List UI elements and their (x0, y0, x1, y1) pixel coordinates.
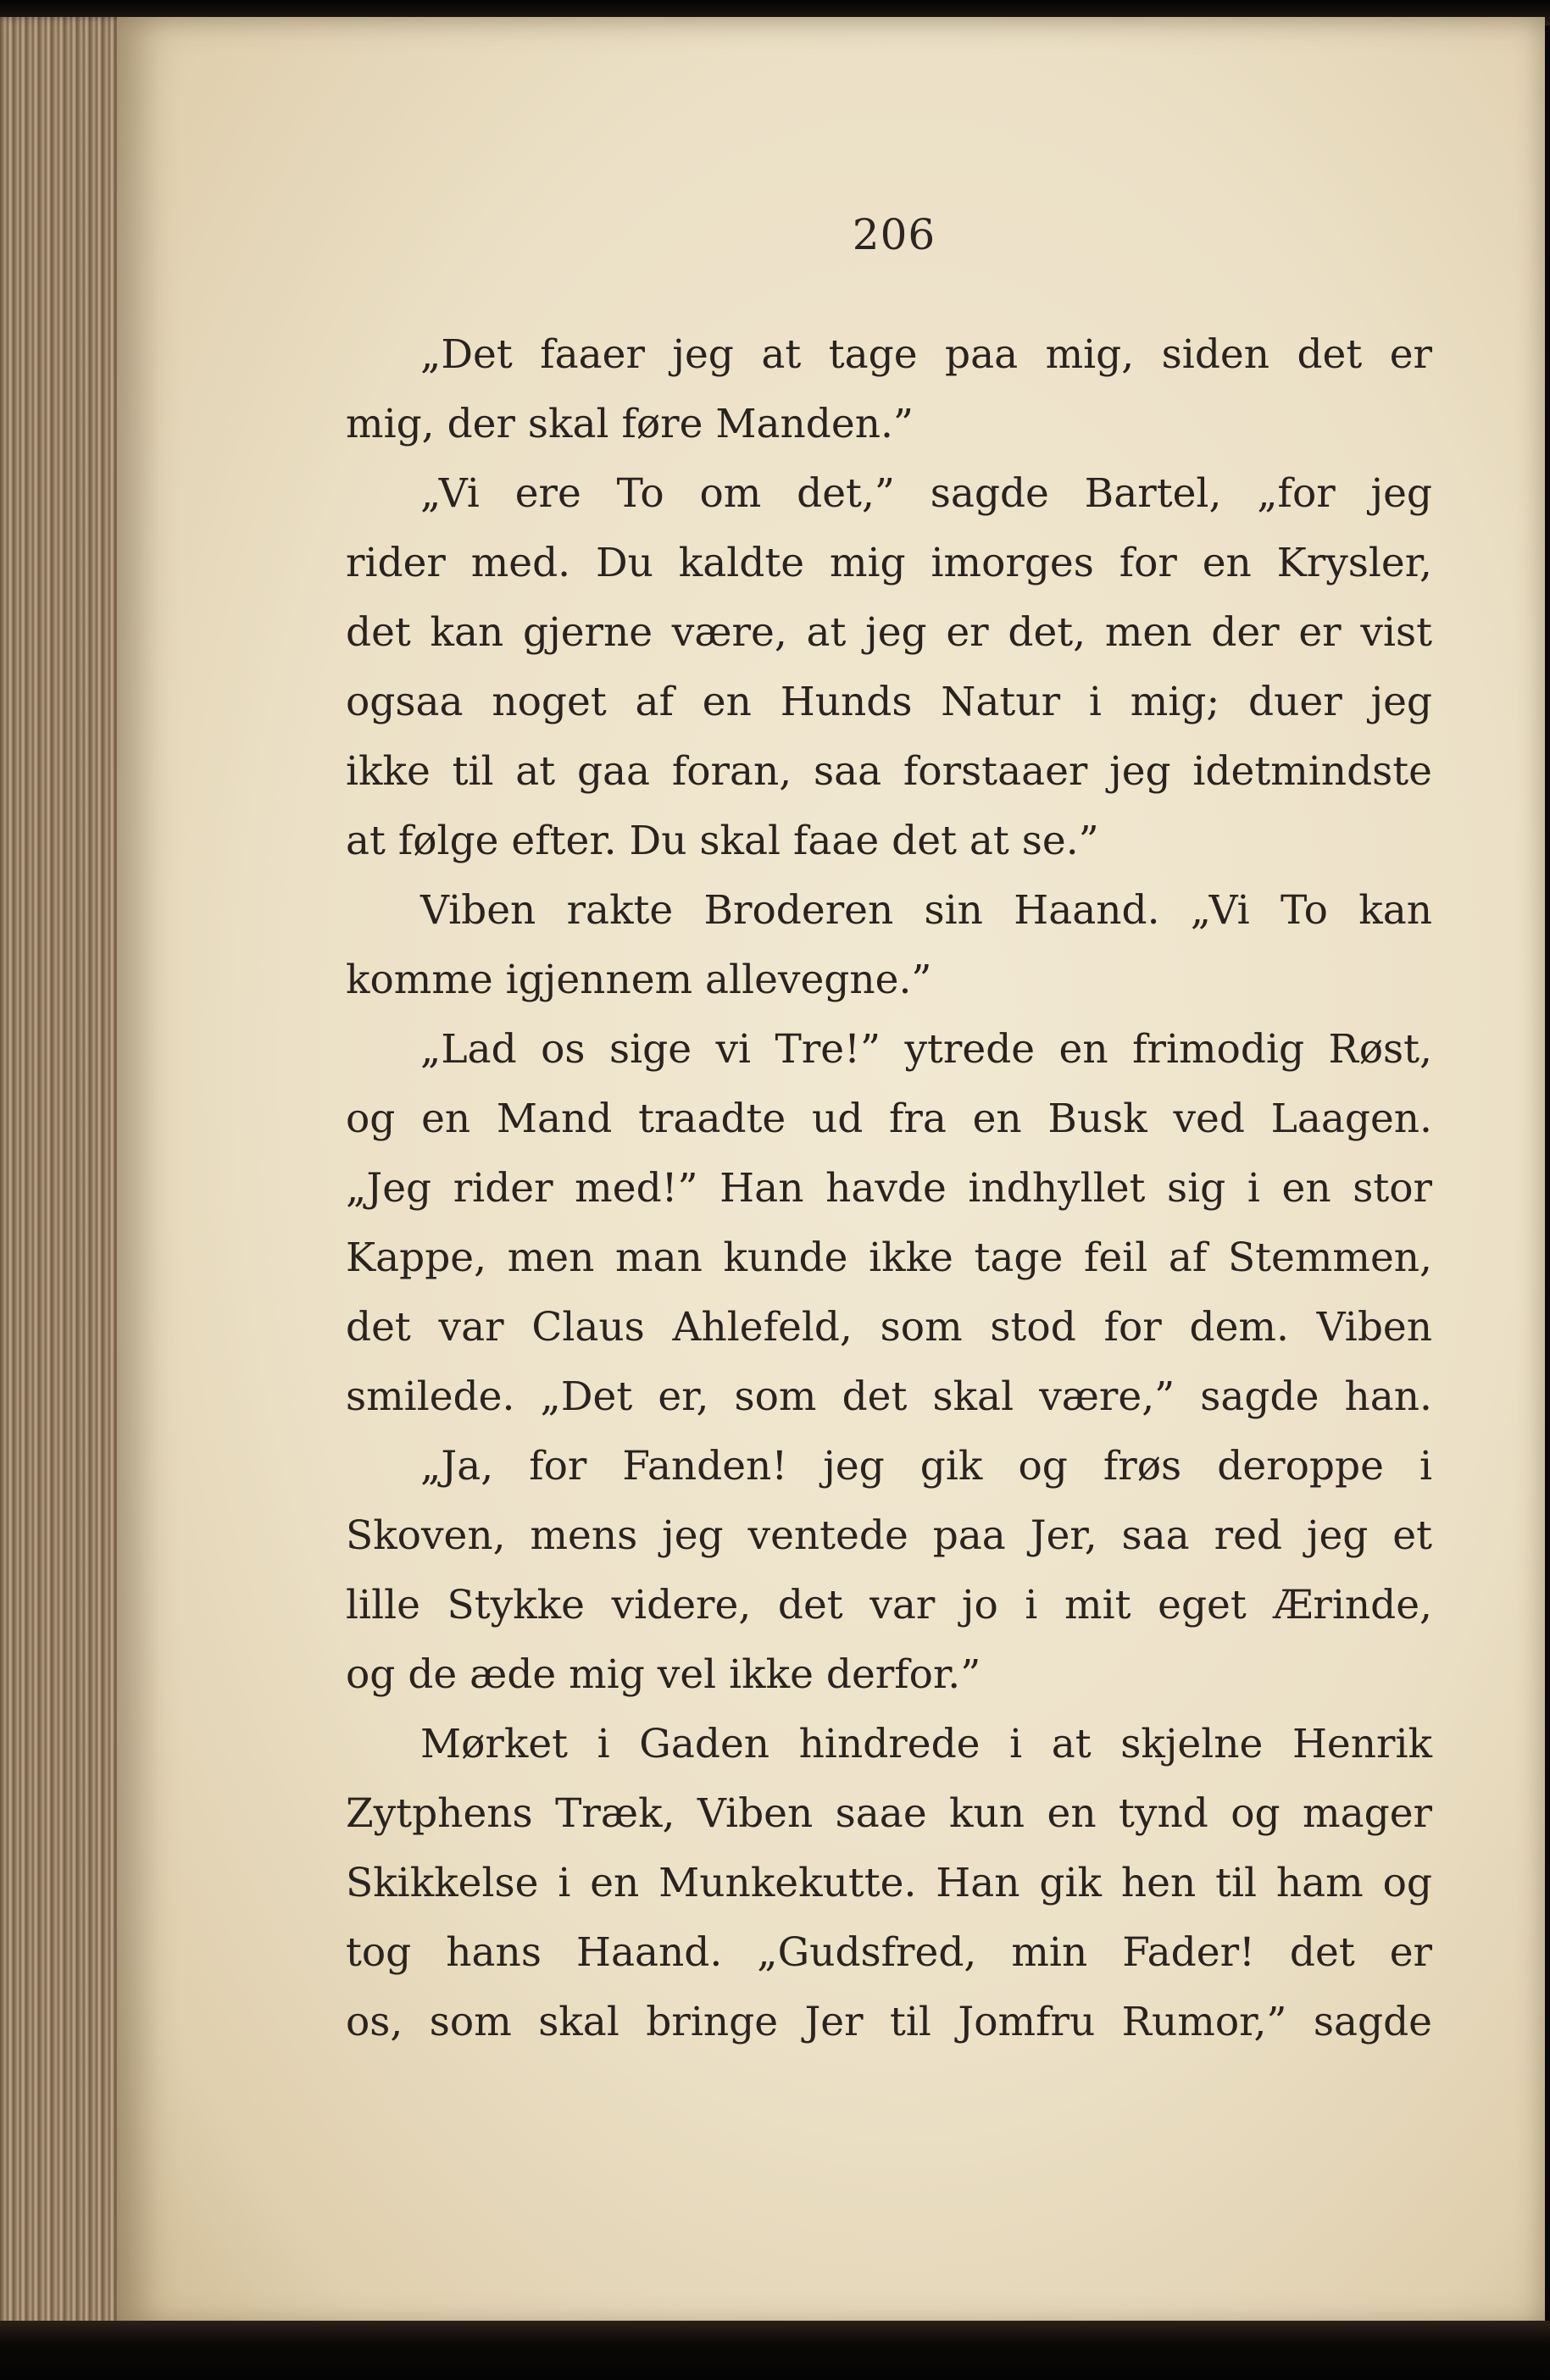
text-line: Mørket i Gaden hindrede i at skjelne Henrik (420, 1721, 1432, 1767)
text-line: mig, der skal føre Manden.” (346, 401, 914, 447)
body-text (346, 320, 1432, 2057)
text-line: at følge efter. Du skal faae det at se.” (346, 818, 1099, 864)
text-line: os, som skal bringe Jer til Jomfru Rumor,” sagde (346, 1999, 1432, 2045)
book-edge-bottom (0, 2321, 1550, 2380)
text-line: rider med. Du kaldte mig imorges for en Krysler, (346, 540, 1432, 586)
text-line: „Jeg rider med!” Han havde indhyllet sig i en stor (346, 1165, 1432, 1212)
text-line: „Ja, for Fanden! jeg gik og frøs deroppe i (420, 1443, 1432, 1490)
text-line: „Det faaer jeg at tage paa mig, siden det er (420, 331, 1432, 378)
text-line: det var Claus Ahlefeld, som stod for dem. Viben (346, 1304, 1432, 1351)
text-line: det kan gjerne være, at jeg er det, men der er vist (346, 609, 1432, 656)
text-line: lille Stykke videre, det var jo i mit eget Ærinde, (346, 1582, 1432, 1628)
text-line: tog hans Haand. „Gudsfred, min Fader! det er (346, 1929, 1432, 1976)
text-line: Skikkelse i en Munkekutte. Han gik hen til ham og (346, 1860, 1432, 1906)
text-line: smilede. „Det er, som det skal være,” sagde han. (346, 1373, 1432, 1420)
text-line: ikke til at gaa foran, saa forstaaer jeg idetmindste (346, 748, 1432, 795)
page-edges (0, 17, 127, 2330)
text-line: Kappe, men man kunde ikke tage feil af Stemmen, (346, 1234, 1432, 1281)
text-line: „Lad os sige vi Tre!” ytrede en frimodig Røst, (420, 1026, 1432, 1073)
text-line: og de æde mig vel ikke derfor.” (346, 1651, 981, 1698)
page-number: 206 (852, 210, 936, 259)
text-line: ogsaa noget af en Hunds Natur i mig; duer jeg (346, 679, 1432, 725)
text-line: Skoven, mens jeg ventede paa Jer, saa red jeg et (346, 1512, 1432, 1559)
text-line: komme igjennem allevegne.” (346, 957, 932, 1003)
text-line: Viben rakte Broderen sin Haand. „Vi To kan (420, 887, 1432, 934)
text-line: „Vi ere To om det,” sagde Bartel, „for jeg (420, 470, 1432, 517)
text-line: og en Mand traadte ud fra en Busk ved Laagen. (346, 1096, 1432, 1142)
text-line: Zytphens Træk, Viben saae kun en tynd og mager (346, 1790, 1432, 1837)
